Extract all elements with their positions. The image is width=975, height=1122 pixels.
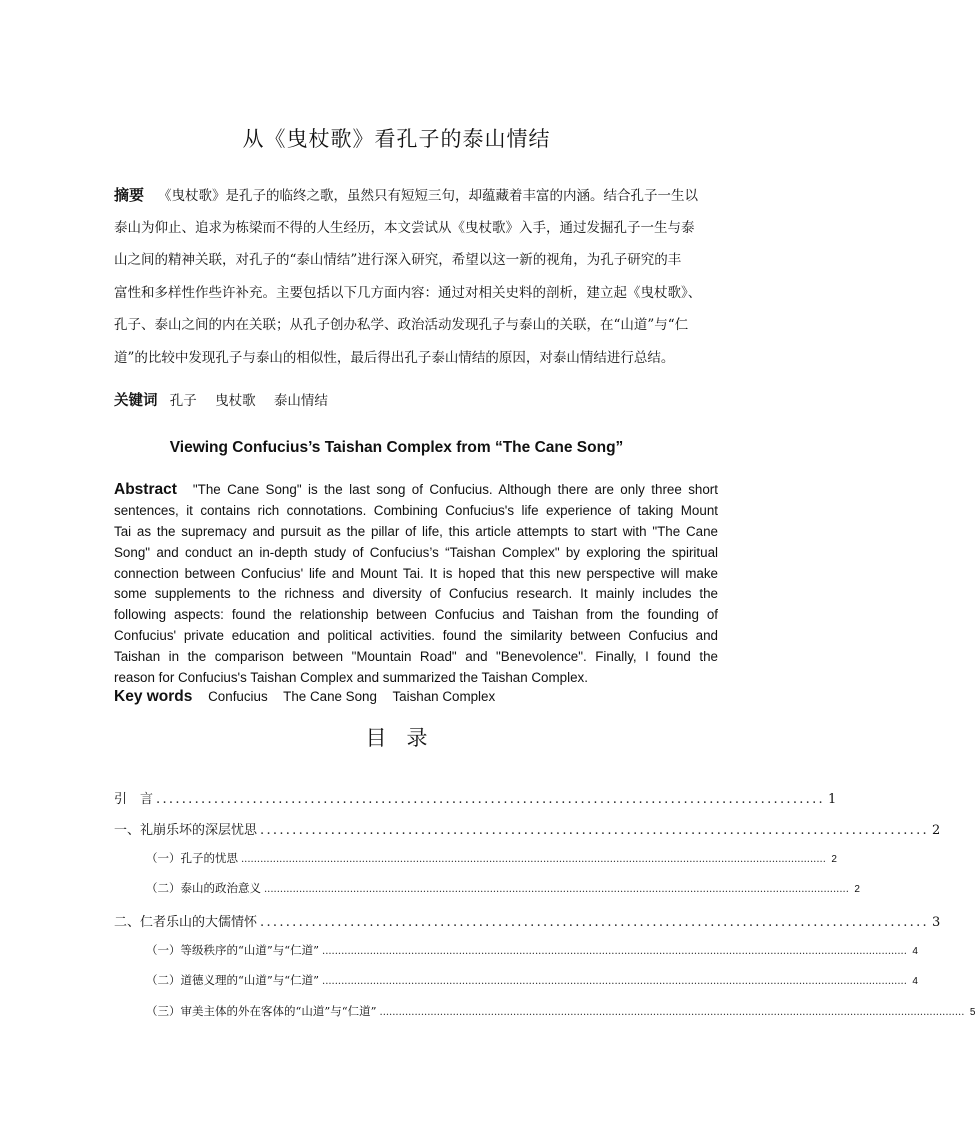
english-abstract-line: some supplements to the richness and diversity of Confucius research. It mainly includes the bbox=[114, 586, 718, 602]
chinese-abstract-line: 富性和多样性作些许补充。主要包括以下几方面内容：通过对相关史料的剖析，建立起《曳杖歌》、 bbox=[114, 284, 702, 301]
toc-entry-text: 二、仁者乐山的大儒情怀 bbox=[114, 915, 258, 930]
chinese-abstract-line: 孔子、泰山之间的内在关联；从孔子创办私学、政治活动发现孔子与泰山的关联，在“山道”与“仁 bbox=[114, 317, 689, 333]
english-keyword: The Cane Song bbox=[283, 689, 377, 704]
chinese-abstract-line: 山之间的精神关联，对孔子的“泰山情结”进行深入研究，希望以这一新的视角，为孔子研究的丰 bbox=[114, 252, 682, 268]
toc-leader-dots: ........................................................................................................................................................................................ bbox=[264, 884, 849, 895]
toc-leader-dots: ........................................................................................................................................................................................ bbox=[322, 976, 907, 987]
chinese-keyword: 曳杖歌 bbox=[215, 393, 256, 409]
toc-entry[interactable] bbox=[146, 850, 837, 866]
toc-entry[interactable] bbox=[114, 911, 941, 930]
english-keyword: Confucius bbox=[208, 689, 268, 704]
english-abstract-line: Confucius' private education and political activities. found the similarity between Confucius and bbox=[114, 628, 718, 644]
toc-page-number: 1 bbox=[827, 792, 837, 807]
toc-entry[interactable] bbox=[114, 788, 837, 807]
english-abstract-line: reason for Confucius's Taishan Complex and summarized the Taishan Complex. bbox=[114, 670, 588, 686]
toc-entry-text: （二）道德义理的“山道”与“仁道” bbox=[146, 973, 320, 987]
english-abstract-line: Tai as the supremacy and pursuit as the pillar of life, this article attempts to start with "The Cane bbox=[114, 523, 718, 539]
english-keywords bbox=[114, 688, 507, 706]
toc-page-number: 2 bbox=[854, 884, 860, 895]
chinese-abstract-line: 道”的比较中发现孔子与泰山的相似性，最后得出孔子泰山情结的原因，对泰山情结进行总结。 bbox=[114, 349, 675, 366]
chinese-title: 从《曳杖歌》看孔子的泰山情结 bbox=[242, 127, 551, 151]
toc-leader-dots: ........................................................................................................ bbox=[260, 823, 929, 838]
toc-entry[interactable] bbox=[146, 880, 860, 896]
toc-page-number: 5 bbox=[969, 1007, 975, 1018]
toc-page-number: 2 bbox=[831, 854, 837, 865]
chinese-keywords-label: 关键词 bbox=[114, 393, 158, 409]
english-abstract-line: connection between Confucius' life and Mount Tai. It is hoped that this new perspective will make bbox=[114, 565, 718, 581]
toc-entry-text: 一、礼崩乐坏的深层忧思 bbox=[114, 823, 258, 838]
chinese-keyword: 泰山情结 bbox=[273, 393, 328, 409]
english-abstract-line: sentences, it contains rich connotations. Combining Confucius's life experience of taking Mount bbox=[114, 502, 718, 518]
toc-entry-text: （一）孔子的忧思 bbox=[146, 851, 238, 865]
toc-entry-text: 引 言 bbox=[114, 792, 154, 807]
toc-page-number: 4 bbox=[912, 946, 918, 957]
toc-leader-dots: ........................................................................................................................................................................................ bbox=[241, 854, 826, 865]
chinese-abstract bbox=[114, 179, 714, 374]
english-abstract bbox=[114, 480, 718, 689]
english-keywords-label: Key words bbox=[114, 688, 193, 705]
chinese-keyword: 孔子 bbox=[169, 393, 197, 409]
english-abstract-line: Abstract "The Cane Song" is the last song of Confucius. Although there are only three short bbox=[114, 481, 718, 498]
chinese-abstract-label: 摘要 bbox=[114, 186, 145, 204]
english-abstract-line: following aspects: found the relationship between Confucius and Taishan from the founding of bbox=[114, 607, 718, 623]
chinese-abstract-line: 摘要 《曳杖歌》是孔子的临终之歌，虽然只有短短三句，却蕴藏着丰富的内涵。结合孔子一生以 bbox=[114, 186, 699, 204]
chinese-abstract-line: 泰山为仰止、追求为栋梁而不得的人生经历，本文尝试从《曳杖歌》入手，通过发掘孔子一生与泰 bbox=[114, 219, 695, 236]
toc-entry[interactable] bbox=[146, 1003, 975, 1019]
english-abstract-label: Abstract bbox=[114, 481, 177, 498]
toc-entry[interactable] bbox=[146, 942, 918, 958]
toc-entry[interactable] bbox=[146, 972, 918, 988]
toc-leader-dots: ........................................................................................................ bbox=[156, 792, 825, 807]
toc-title: 目录 bbox=[365, 726, 448, 750]
english-title: Viewing Confucius’s Taishan Complex from “The Cane Song” bbox=[169, 439, 624, 456]
chinese-keywords bbox=[114, 389, 342, 410]
toc-page-number: 3 bbox=[931, 915, 941, 930]
toc-entry-text: （二）泰山的政治意义 bbox=[146, 881, 261, 895]
english-abstract-line: Taishan in the comparison between "Mountain Road" and "Benevolence". Finally, I found the bbox=[114, 649, 718, 665]
toc-leader-dots: ........................................................................................................................................................................................ bbox=[379, 1007, 965, 1018]
toc-entry-text: （三）审美主体的外在客体的“山道”与“仁道” bbox=[146, 1004, 377, 1018]
toc-page-number: 2 bbox=[931, 823, 941, 838]
english-abstract-line: Song" and conduct an in-depth study of Confucius’s “Taishan Complex" by exploring the spiritual bbox=[114, 544, 718, 560]
toc-entry-text: （一）等级秩序的“山道”与“仁道” bbox=[146, 943, 320, 957]
toc-leader-dots: ........................................................................................................ bbox=[260, 915, 929, 930]
toc-page-number: 4 bbox=[912, 976, 918, 987]
toc-leader-dots: ........................................................................................................................................................................................ bbox=[322, 946, 907, 957]
english-keyword: Taishan Complex bbox=[392, 689, 496, 704]
toc-entry[interactable] bbox=[114, 819, 941, 838]
